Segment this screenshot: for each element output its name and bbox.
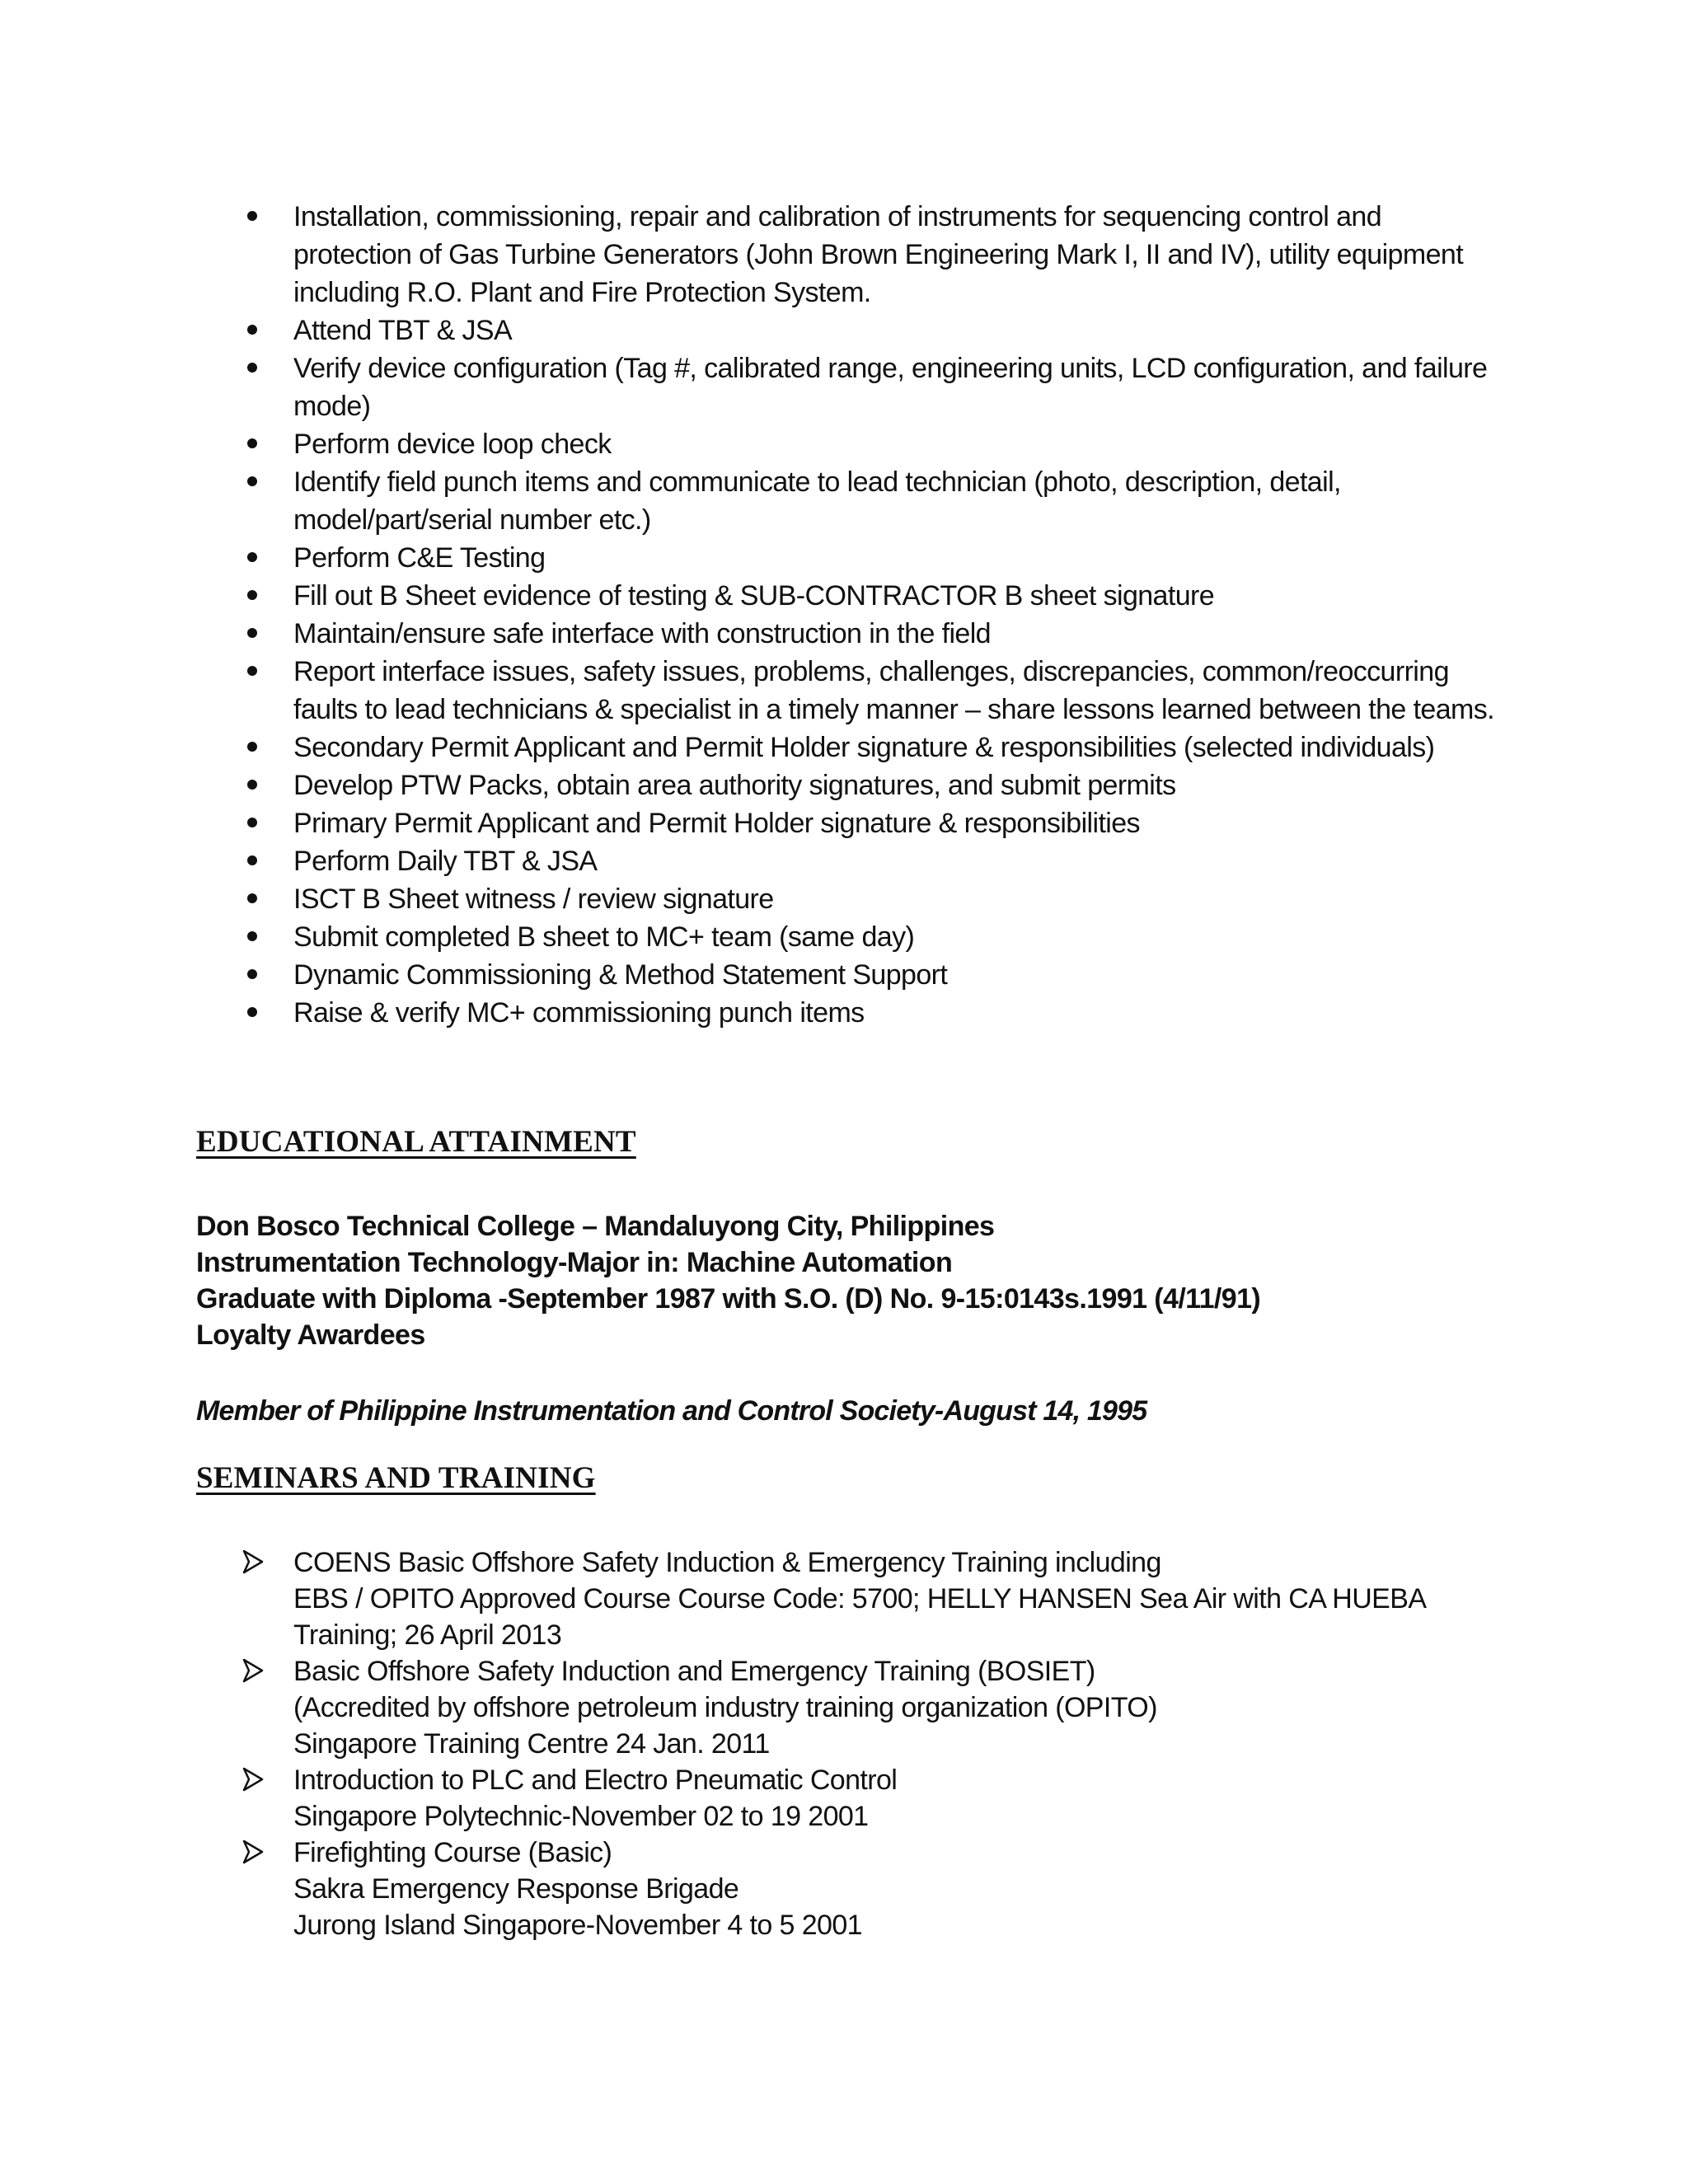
- bullet-dot-icon: [247, 211, 257, 221]
- diploma-line: Graduate with Diploma -September 1987 with S.O. (D) No. 9-15:0143s.1991 (4/11/91): [196, 1283, 1261, 1315]
- list-item: COENS Basic Offshore Safety Induction & Emergency Training including EBS / OPITO Approved Course Course Code: 5700; HELLY HANSEN Sea Air with CA HUEBA Training; 26 April 2013: [293, 1544, 1497, 1653]
- arrow-bullet-icon: [242, 1658, 264, 1683]
- training-list: [293, 1544, 1497, 1943]
- bullet-dot-icon: [247, 628, 257, 638]
- bullet-dot-icon: [247, 590, 257, 600]
- list-item: Maintain/ensure safe interface with construction in the field: [293, 615, 1497, 653]
- bullet-dot-icon: [247, 552, 257, 562]
- list-item: Secondary Permit Applicant and Permit Holder signature & responsibilities (selected individuals): [293, 729, 1497, 766]
- list-item: Primary Permit Applicant and Permit Holder signature & responsibilities: [293, 804, 1497, 842]
- list-item: Installation, commissioning, repair and calibration of instruments for sequencing control and protection of Gas Turbine Generators (John Brown Engineering Mark I, II and IV), utility equipment including R.O. Plant and Fire Protection System.: [293, 198, 1497, 312]
- education-heading: EDUCATIONAL ATTAINMENT: [196, 1125, 636, 1159]
- bullet-dot-icon: [247, 818, 257, 827]
- list-item: Firefighting Course (Basic) Sakra Emergency Response Brigade Jurong Island Singapore-November 4 to 5 2001: [293, 1835, 1497, 1943]
- list-item: Report interface issues, safety issues, problems, challenges, discrepancies, common/reoccurring faults to lead technicians & specialist in a timely manner – share lessons learned between the teams.: [293, 653, 1497, 729]
- list-item: Develop PTW Packs, obtain area authority signatures, and submit permits: [293, 766, 1497, 804]
- bullet-dot-icon: [247, 742, 257, 752]
- award-line: Loyalty Awardees: [196, 1319, 425, 1351]
- list-item: Fill out B Sheet evidence of testing & SUB-CONTRACTOR B sheet signature: [293, 577, 1497, 615]
- arrow-bullet-icon: [242, 1767, 264, 1792]
- bullet-dot-icon: [247, 969, 257, 979]
- bullet-dot-icon: [247, 780, 257, 790]
- list-item: Verify device configuration (Tag #, calibrated range, engineering units, LCD configuration, and failure mode): [293, 349, 1497, 425]
- list-item: Perform device loop check: [293, 425, 1497, 463]
- bullet-dot-icon: [247, 438, 257, 448]
- list-item: Raise & verify MC+ commissioning punch items: [293, 994, 1497, 1032]
- bullet-dot-icon: [247, 363, 257, 373]
- bullet-dot-icon: [247, 855, 257, 865]
- arrow-bullet-icon: [242, 1549, 264, 1574]
- course-name: Instrumentation Technology-Major in: Machine Automation: [196, 1247, 953, 1278]
- bullet-dot-icon: [247, 931, 257, 941]
- duties-list: [293, 198, 1497, 1032]
- list-item: Basic Offshore Safety Induction and Emergency Training (BOSIET) (Accredited by offshore petroleum industry training organization (OPITO) Singapore Training Centre 24 Jan. 2011: [293, 1653, 1497, 1762]
- bullet-dot-icon: [247, 1007, 257, 1017]
- list-item: Perform Daily TBT & JSA: [293, 842, 1497, 880]
- bullet-dot-icon: [247, 325, 257, 335]
- list-item: Identify field punch items and communicate to lead technician (photo, description, detail, model/part/serial number etc.): [293, 463, 1497, 539]
- training-heading: SEMINARS AND TRAINING: [196, 1461, 596, 1495]
- arrow-bullet-icon: [242, 1840, 264, 1864]
- list-item: ISCT B Sheet witness / review signature: [293, 880, 1497, 918]
- list-item: Perform C&E Testing: [293, 539, 1497, 577]
- list-item: Submit completed B sheet to MC+ team (same day): [293, 918, 1497, 956]
- list-item: Dynamic Commissioning & Method Statement Support: [293, 956, 1497, 994]
- bullet-dot-icon: [247, 893, 257, 903]
- bullet-dot-icon: [247, 476, 257, 486]
- education-block: [196, 1208, 1515, 1353]
- school-name: Don Bosco Technical College – Mandaluyong City, Philippines: [196, 1211, 995, 1242]
- membership-line: Member of Philippine Instrumentation and Control Society-August 14, 1995: [196, 1395, 1147, 1427]
- list-item: Introduction to PLC and Electro Pneumatic Control Singapore Polytechnic-November 02 to 19 2001: [293, 1762, 1497, 1835]
- bullet-dot-icon: [247, 666, 257, 676]
- list-item: Attend TBT & JSA: [293, 312, 1497, 349]
